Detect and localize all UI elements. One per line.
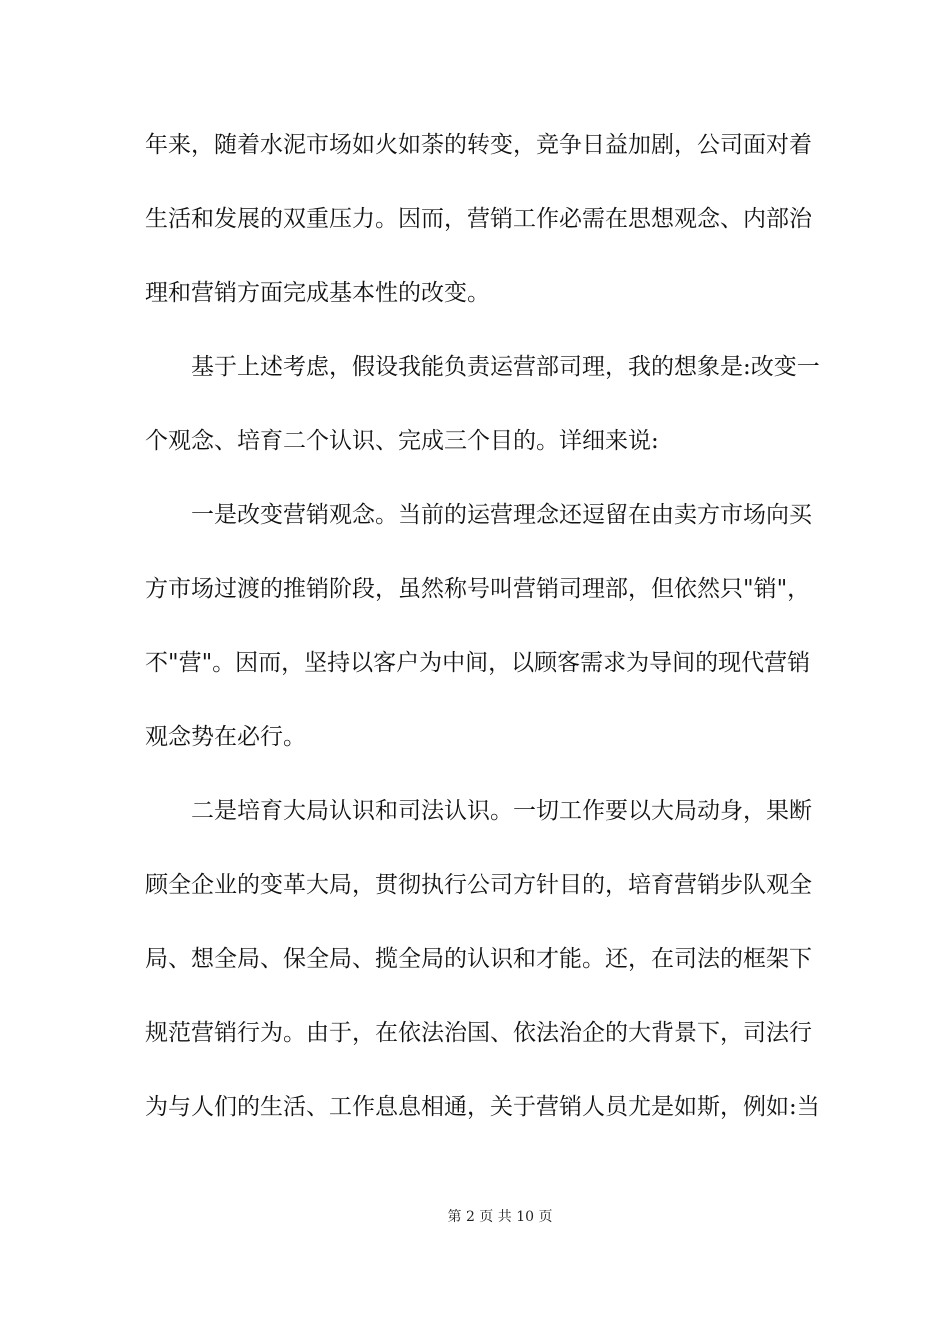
- paragraph-start-line: 基于上述考虑，假设我能负责运营部司理，我的想象是:改变一: [191, 354, 820, 380]
- text-line: 生活和发展的双重压力。因而，营销工作必需在思想观念、内部治: [145, 206, 812, 232]
- text-line: 方市场过渡的推销阶段，虽然称号叫营销司理部，但依然只"销"，: [145, 576, 811, 602]
- body-text: [145, 133, 825, 1169]
- paragraph-start-line: 一是改变营销观念。当前的运营理念还逗留在由卖方市场向买: [191, 502, 812, 528]
- text-line: 观念势在必行。: [145, 724, 306, 750]
- text-line: 个观念、培育二个认识、完成三个目的。详细来说:: [145, 428, 659, 454]
- text-line: 规范营销行为。由于，在依法治国、依法治企的大背景下，司法行: [145, 1020, 812, 1046]
- paragraph-start-line: 二是培育大局认识和司法认识。一切工作要以大局动身，果断: [191, 798, 812, 824]
- text-line: 不"营"。因而，坚持以客户为中间，以顾客需求为导间的现代营销: [145, 650, 811, 676]
- text-line: 为与人们的生活、工作息息相通，关于营销人员尤是如斯，例如:当: [145, 1094, 820, 1120]
- text-line: 局、想全局、保全局、揽全局的认识和才能。还，在司法的框架下: [145, 946, 812, 972]
- page-footer: 第 2 页 共 10 页: [447, 1209, 553, 1225]
- text-line: 年来，随着水泥市场如火如荼的转变，竞争日益加剧，公司面对着: [145, 132, 812, 158]
- text-line: 顾全企业的变革大局，贯彻执行公司方针目的，培育营销步队观全: [145, 872, 812, 898]
- text-line: 理和营销方面完成基本性的改变。: [145, 280, 490, 306]
